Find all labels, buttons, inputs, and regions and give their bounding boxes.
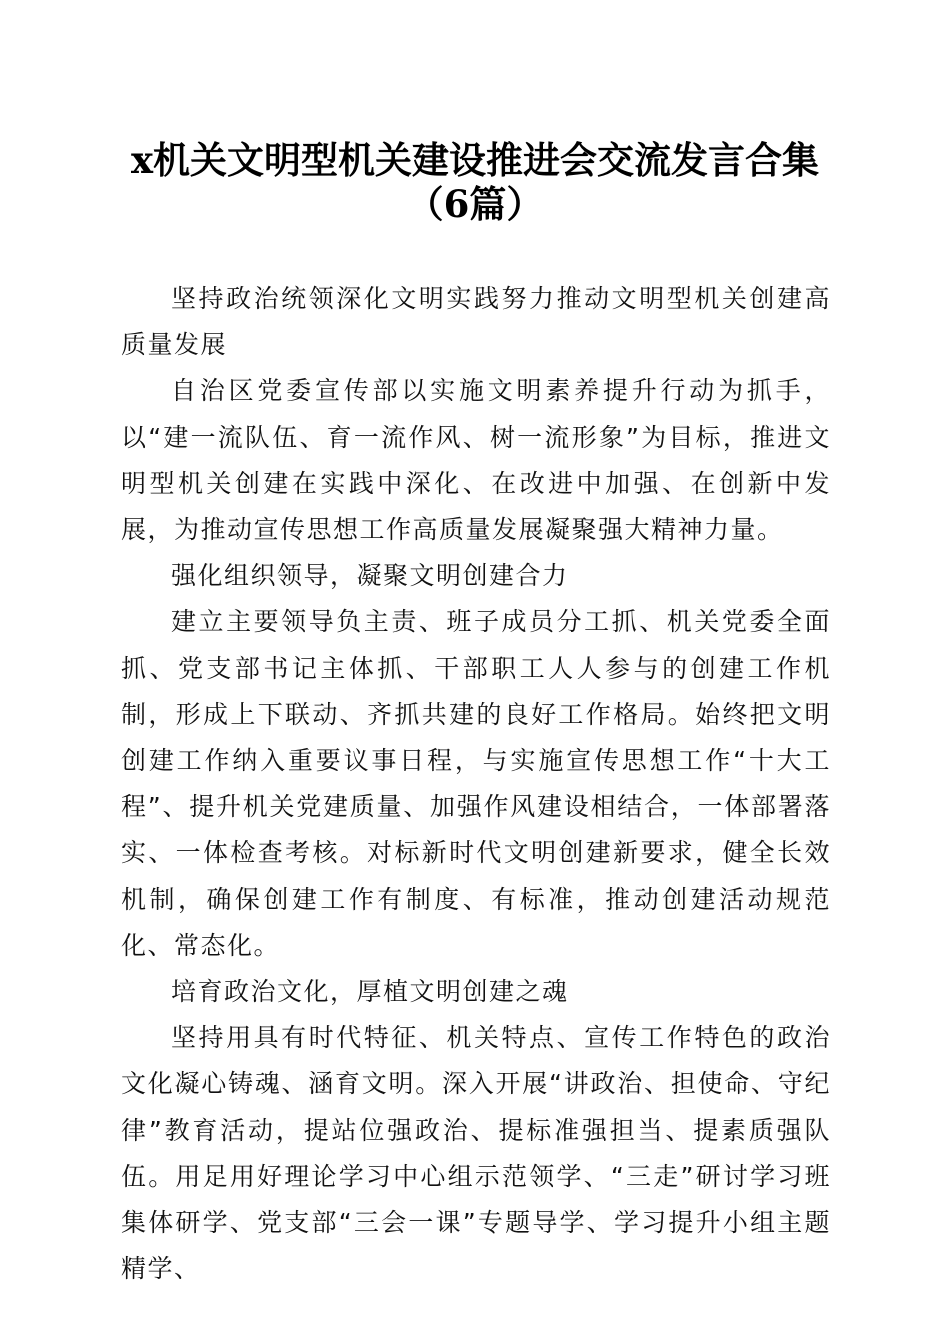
- paragraph-heading: 强化组织领导，凝聚文明创建合力: [171, 561, 569, 591]
- paragraph-heading: 坚持政治统领深化文明实践努力推动文明型机关创建高质量发展: [121, 284, 831, 360]
- paragraph-heading: 培育政治文化，厚植文明创建之魂: [171, 977, 569, 1007]
- paragraph: 坚持用具有时代特征、机关特点、宣传工作特色的政治文化凝心铸魂、涵育文明。深入开展“讲政治、担使命、守纪律”教育活动，提站位强政治、提标准强担当、提素质强队伍。用足用好理论学习中心组示范领学、“三走”研讨学习班集体研学、党支部“三会一课”专题导学、学习提升小组主题精学、: [121, 1023, 831, 1284]
- document-body: [121, 276, 831, 1292]
- document-title-line2: （6篇）: [406, 182, 544, 226]
- paragraph: 建立主要领导负主责、班子成员分工抓、机关党委全面抓、党支部书记主体抓、干部职工人人参与的创建工作机制，形成上下联动、齐抓共建的良好工作格局。始终把文明创建工作纳入重要议事日程，与实施宣传思想工作“十大工程”、提升机关党建质量、加强作风建设相结合，一体部署落实、一体检查考核。对标新时代文明创建新要求，健全长效机制，确保创建工作有制度、有标准，推动创建活动规范化、常态化。: [121, 607, 831, 960]
- paragraph: 自治区党委宣传部以实施文明素养提升行动为抓手，以“建一流队伍、育一流作风、树一流形象”为目标，推进文明型机关创建在实践中深化、在改进中加强、在创新中发展，为推动宣传思想工作高质量发展凝聚强大精神力量。: [121, 376, 831, 545]
- document-title-line1: x机关文明型机关建设推进会交流发言合集: [130, 138, 820, 182]
